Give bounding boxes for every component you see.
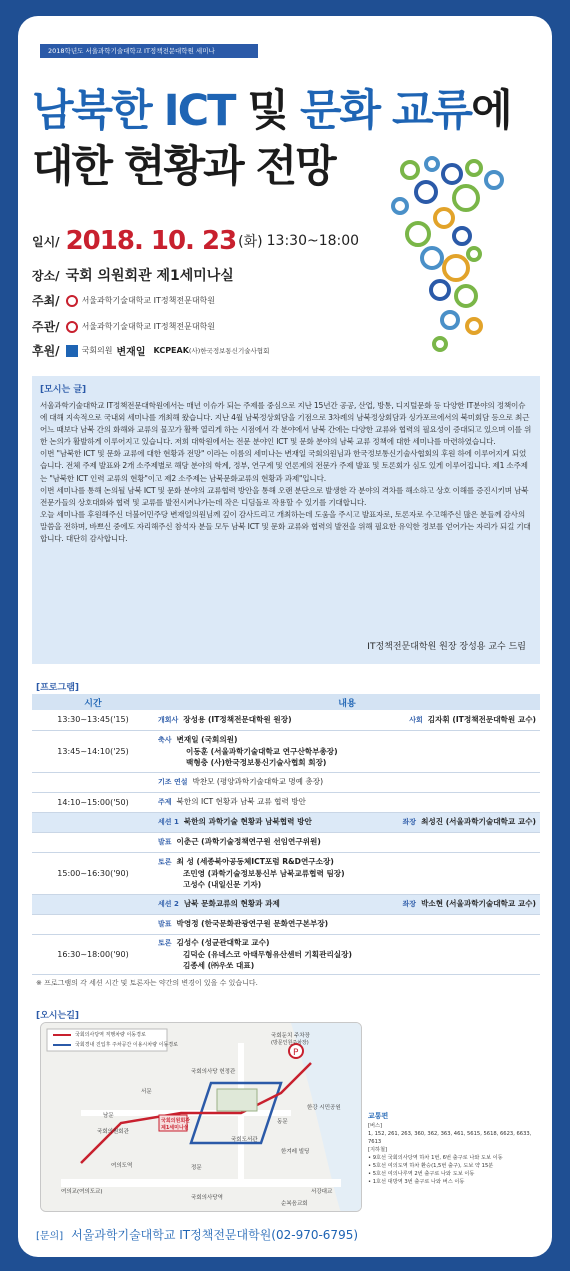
row-line: 김종세 (㈜우쏘 대표): [183, 961, 255, 970]
contact-text: 서울과학기술대학교 IT정책전문대학원(02-970-6795): [71, 1228, 359, 1242]
map-label-hangang: 한강 시민공원: [307, 1105, 341, 1111]
row-text: 남북 문화교류의 현황과 과제: [183, 899, 280, 908]
map-label-west: 서문: [141, 1089, 152, 1095]
transit-line: [지하철]: [368, 1147, 388, 1153]
transit-line: • 9호선 국회의사당역 하차 1번, 6번 출구로 나와 도보 이동: [368, 1155, 503, 1161]
content-cell: [154, 934, 540, 974]
map-label-south: 남문: [103, 1113, 114, 1119]
row-tag: 발표: [158, 838, 172, 846]
event-date: 2018. 10. 23: [65, 226, 237, 256]
content-cell: [154, 894, 540, 914]
host-row: [32, 292, 362, 309]
row-line: 김성수 (성균관대학교 교수): [176, 938, 270, 947]
row-line: 고성수 (내일신문 기자): [183, 880, 262, 889]
transit-heading: 교통편: [368, 1112, 389, 1120]
map-label-venue: 국회의원회관: [161, 1118, 190, 1124]
map-label-exit2: 국회의사당역: [191, 1195, 223, 1201]
korea-gears-illustration: [370, 150, 520, 360]
map-label-ss: 한겨레 빌딩: [281, 1149, 310, 1155]
sponsor-label: 후원/: [32, 344, 60, 358]
row-line: 최 성 (세종북아공동체ICT포럼 R&D연구소장): [176, 857, 334, 866]
university-seal-icon: [66, 321, 78, 333]
time-cell: 15:00~16:30('90): [32, 852, 154, 894]
time-cell: [32, 832, 154, 852]
kcpeak-logo: KCPEAK: [153, 346, 189, 355]
svg-text:P: P: [293, 1048, 299, 1058]
row-line: 조민영 (과학기술정보통신부 남북교류협력 팀장): [183, 869, 345, 878]
event-weekday: (화): [238, 234, 263, 250]
row-tag: 토론: [158, 939, 172, 947]
table-row: [32, 832, 540, 852]
table-header: [32, 694, 540, 710]
organizer-row: [32, 318, 362, 335]
map-label-member-hall: 국회의원회관: [97, 1129, 129, 1135]
map-label-parking: 국회둔치 주차장: [271, 1033, 310, 1039]
paragraph: 이번 "남북한 ICT 및 문화 교류에 대한 현황과 전망" 이라는 이름의 세미나는 변재일 국회의원님과 한국정보통신기술사협회의 후원 하에 이루어지게 되었습니다. 전체 주제 발표와 2개 소주제별로 해당 분야의 학계, 정부, 연구계 및 언론계의 전문가 주제 발표 및 토론회가 심도 있게 이루어집니다. 제1 소주제는 "남북한 ICT 인력 교류의 현황"이고 제2 소주제는 남북문화교류의 현황과 과제"입니다.: [40, 449, 528, 483]
transit-line: • 1호선 대방역 3번 출구로 나와 버스 이동: [368, 1179, 465, 1185]
map-label-east: 동문: [277, 1119, 288, 1125]
table-row: [32, 730, 540, 772]
transit-line: • 5호선 여의나루역 2번 출구로 나와 도보 이동: [368, 1171, 475, 1177]
title-part-d: 에: [471, 86, 511, 136]
time-cell: 16:30~18:00('90): [32, 934, 154, 974]
date-label: 일시/: [32, 234, 60, 249]
time-cell: 13:45~14:10('25): [32, 730, 154, 772]
legend-line1: 국회의사당역 직행차량 이동경로: [75, 1032, 146, 1038]
place-label: 장소/: [32, 268, 60, 283]
col-content: 내용: [154, 694, 540, 710]
row-tag: 기조 연설: [158, 778, 188, 786]
row-tag: 주제: [158, 798, 172, 806]
row-tag: 발표: [158, 920, 172, 928]
row-text: 최성진 (서울과학기술대학교 교수): [421, 817, 536, 826]
map-label-bank: 순복음교회: [281, 1201, 308, 1207]
location-map: [40, 1022, 362, 1212]
row-tag: 세션 2: [158, 900, 179, 908]
poster-title-line2: 대한 현황과 전망: [32, 142, 335, 192]
contact-line: [36, 1226, 358, 1243]
map-label-bridge: 여의교(여의도교): [61, 1189, 103, 1195]
row-text: 이춘근 (과학기술정책연구원 선임연구위원): [176, 837, 321, 846]
map-label-parking-sub: (방문인원주차장): [271, 1040, 309, 1046]
map-heading: [오시는길]: [36, 1011, 80, 1021]
row-tag: 토론: [158, 858, 172, 866]
table-row: [32, 710, 540, 730]
time-cell: [32, 772, 154, 792]
event-time: 13:30~18:00: [266, 233, 360, 249]
university-seal-icon: [66, 295, 78, 307]
contact-label: [문의]: [36, 1231, 64, 1242]
sponsor1-prefix: 국회의원: [81, 346, 113, 355]
paragraph: 서울과학기술대학교 IT정책전문대학원에서는 매년 이슈가 되는 주제를 중심으로 지난 15년간 공공, 산업, 방통, 디지털문화 등 다양한 IT분야의 정책이슈에 대해 지속적으로 국내외 세미나를 개최해 왔습니다. 지난 4월 남북정상회담을 기점으로 3차례의 남북정상회담과 싱가포르에서의 북미회담 등으로 최근 어느 때보다 남북 간의 화해와 교류의 물꼬가 활짝 열리게 하는 시점에서 각 분야에서 남북 간에는 다양한 교류와 협력의 필요성이 증대되고 있으며 이를 위한 논의가 활발하게 이루어지고 있습니다. 저희 대학원에서는 전문 분야인 ICT 및 문화 분야의 남북 교류 정책에 대한 세미나를 마련하였습니다.: [40, 401, 532, 447]
row-text: 박찬모 (평양과학기술대학교 명예 총장): [192, 777, 324, 786]
host-name: 서울과학기술대학교 IT정책전문대학원: [81, 296, 216, 305]
row-text: 북한의 ICT 현황과 남북 교류 협력 방안: [176, 797, 306, 806]
map-label-library: 국회도서관: [231, 1137, 258, 1143]
row-tag: 세션 1: [158, 818, 179, 826]
paragraph: 오늘 세미나를 후원해주신 더불어민주당 변재일의원님께 깊이 감사드리고 개최하는데 도움을 주시고 발표자로, 토론자로 수고해주신 많은 분들께 감사의 말씀을 전하며, 바쁘신 중에도 자리해주신 참석자 분들 모두 남북 ICT 및 문화 교류와 협력의 발전을 위해 필요한 유익한 정보를 얻어가는 자리가 되길 기대합니다. 대단히 감사합니다.: [40, 509, 531, 544]
sponsor2-name: (사)한국정보통신기술사협회: [188, 347, 270, 355]
content-cell: [154, 710, 540, 730]
signature: IT정책전문대학원 원장 장성용 교수 드림: [367, 642, 526, 652]
table-row: [32, 914, 540, 934]
transit-line: [버스]: [368, 1123, 383, 1129]
map-drawing: [41, 1023, 362, 1212]
content-cell: [154, 914, 540, 934]
organizer-name: 서울과학기술대학교 IT정책전문대학원: [81, 322, 216, 331]
transit-line: • 5호선 여의도역 하차 환승(1,5번 출구), 도보 약 15분: [368, 1163, 494, 1169]
row-tag: 개회사: [158, 715, 179, 724]
table-row: [32, 772, 540, 792]
time-cell: [32, 894, 154, 914]
invitation-body: [40, 400, 532, 545]
time-cell: 13:30~13:45('15): [32, 710, 154, 730]
session-row: [32, 894, 540, 914]
row-text: 박영정 (한국문화관광연구원 문화연구본부장): [176, 919, 329, 928]
row-line: 이동훈 (서울과학기술대학교 연구산학부총장): [186, 747, 338, 756]
content-cell: [154, 772, 540, 792]
program-table: [32, 694, 540, 975]
time-cell: 14:10~15:00('50): [32, 792, 154, 812]
place-row: [32, 265, 362, 285]
title-part-b: 및: [234, 86, 300, 136]
row-text: 김자휘 (IT정책전문대학원 교수): [427, 714, 536, 724]
map-label-street: 서강대교: [311, 1189, 333, 1195]
content-cell: [154, 852, 540, 894]
map-label-venue-sub: 제1세미나실: [161, 1125, 189, 1131]
row-line: 백형충 (사)한국정보통신기술사협회 회장): [186, 758, 327, 767]
row-line: 김덕순 (유네스코 아태무형유산센터 기획관리실장): [183, 950, 352, 959]
content-cell: [154, 792, 540, 812]
transit-info: [368, 1112, 538, 1186]
map-label-exit1: 여의도역: [111, 1163, 133, 1169]
table-row: [32, 852, 540, 894]
row-tag: 좌장: [402, 818, 417, 826]
seminar-tag: 2018학년도 서울과학기술대학교 IT정책전문대학원 세미나: [40, 44, 258, 58]
program-heading: [프로그램]: [36, 683, 80, 693]
title-part-c: 문화 교류: [299, 86, 472, 136]
table-row: [32, 934, 540, 974]
title-part-a: 남북한 ICT: [32, 86, 235, 136]
sponsor1-name: 변재일: [116, 347, 146, 358]
session-row: [32, 812, 540, 832]
row-text: 장성용 (IT정책전문대학원 원장): [183, 714, 292, 724]
paragraph: 이번 세미나를 통해 논의될 남북 ICT 및 문화 분야의 교류협력 방안을 통해 오랜 분단으로 발생한 각 분야의 격차를 해소하고 상호 이해를 증진시키며 남북 전문가들의 상호대화와 협력 및 교류를 발전시켜나가는데 작은 디딤돌로 작용할 수 있기를 기대합니다.: [40, 485, 529, 507]
time-cell: [32, 812, 154, 832]
row-line: 변재일 (국회의원): [176, 735, 238, 744]
date-row: [32, 226, 362, 256]
content-cell: [154, 730, 540, 772]
row-tag: 좌장: [402, 900, 417, 908]
table-row: [32, 792, 540, 812]
invitation-heading: [모시는 글]: [40, 385, 87, 395]
assembly-logo-icon: [66, 345, 78, 357]
time-cell: [32, 914, 154, 934]
content-cell: [154, 812, 540, 832]
row-tag: 축사: [158, 736, 172, 744]
legend-line2: 국회경내 진입후 주차공간 이용시차량 이동경로: [75, 1042, 178, 1048]
organizer-label: 주관/: [32, 320, 60, 334]
col-time: 시간: [32, 694, 154, 710]
sponsor-row: [32, 342, 362, 359]
row-text: 박소현 (서울과학기술대학교 교수): [421, 899, 536, 908]
poster-title: [32, 82, 511, 140]
map-label-assembly: 국회의사당 헌정관: [191, 1069, 236, 1075]
invitation-letter: [32, 376, 540, 664]
map-label-gate: 정문: [191, 1165, 202, 1171]
content-cell: [154, 832, 540, 852]
row-text: 북한의 과학기술 현황과 남북협력 방안: [183, 817, 312, 826]
transit-line: 1, 152, 261, 263, 360, 362, 363, 461, 5615, 5618, 6623, 6633, 7613: [368, 1131, 532, 1145]
host-label: 주최/: [32, 294, 60, 308]
event-place: 국회 의원회관 제1세미나실: [65, 268, 234, 284]
program-note: ※ 프로그램의 각 세션 시간 및 토론자는 약간의 변경이 있을 수 있습니다.: [36, 979, 258, 987]
row-tag: 사회: [409, 715, 423, 724]
